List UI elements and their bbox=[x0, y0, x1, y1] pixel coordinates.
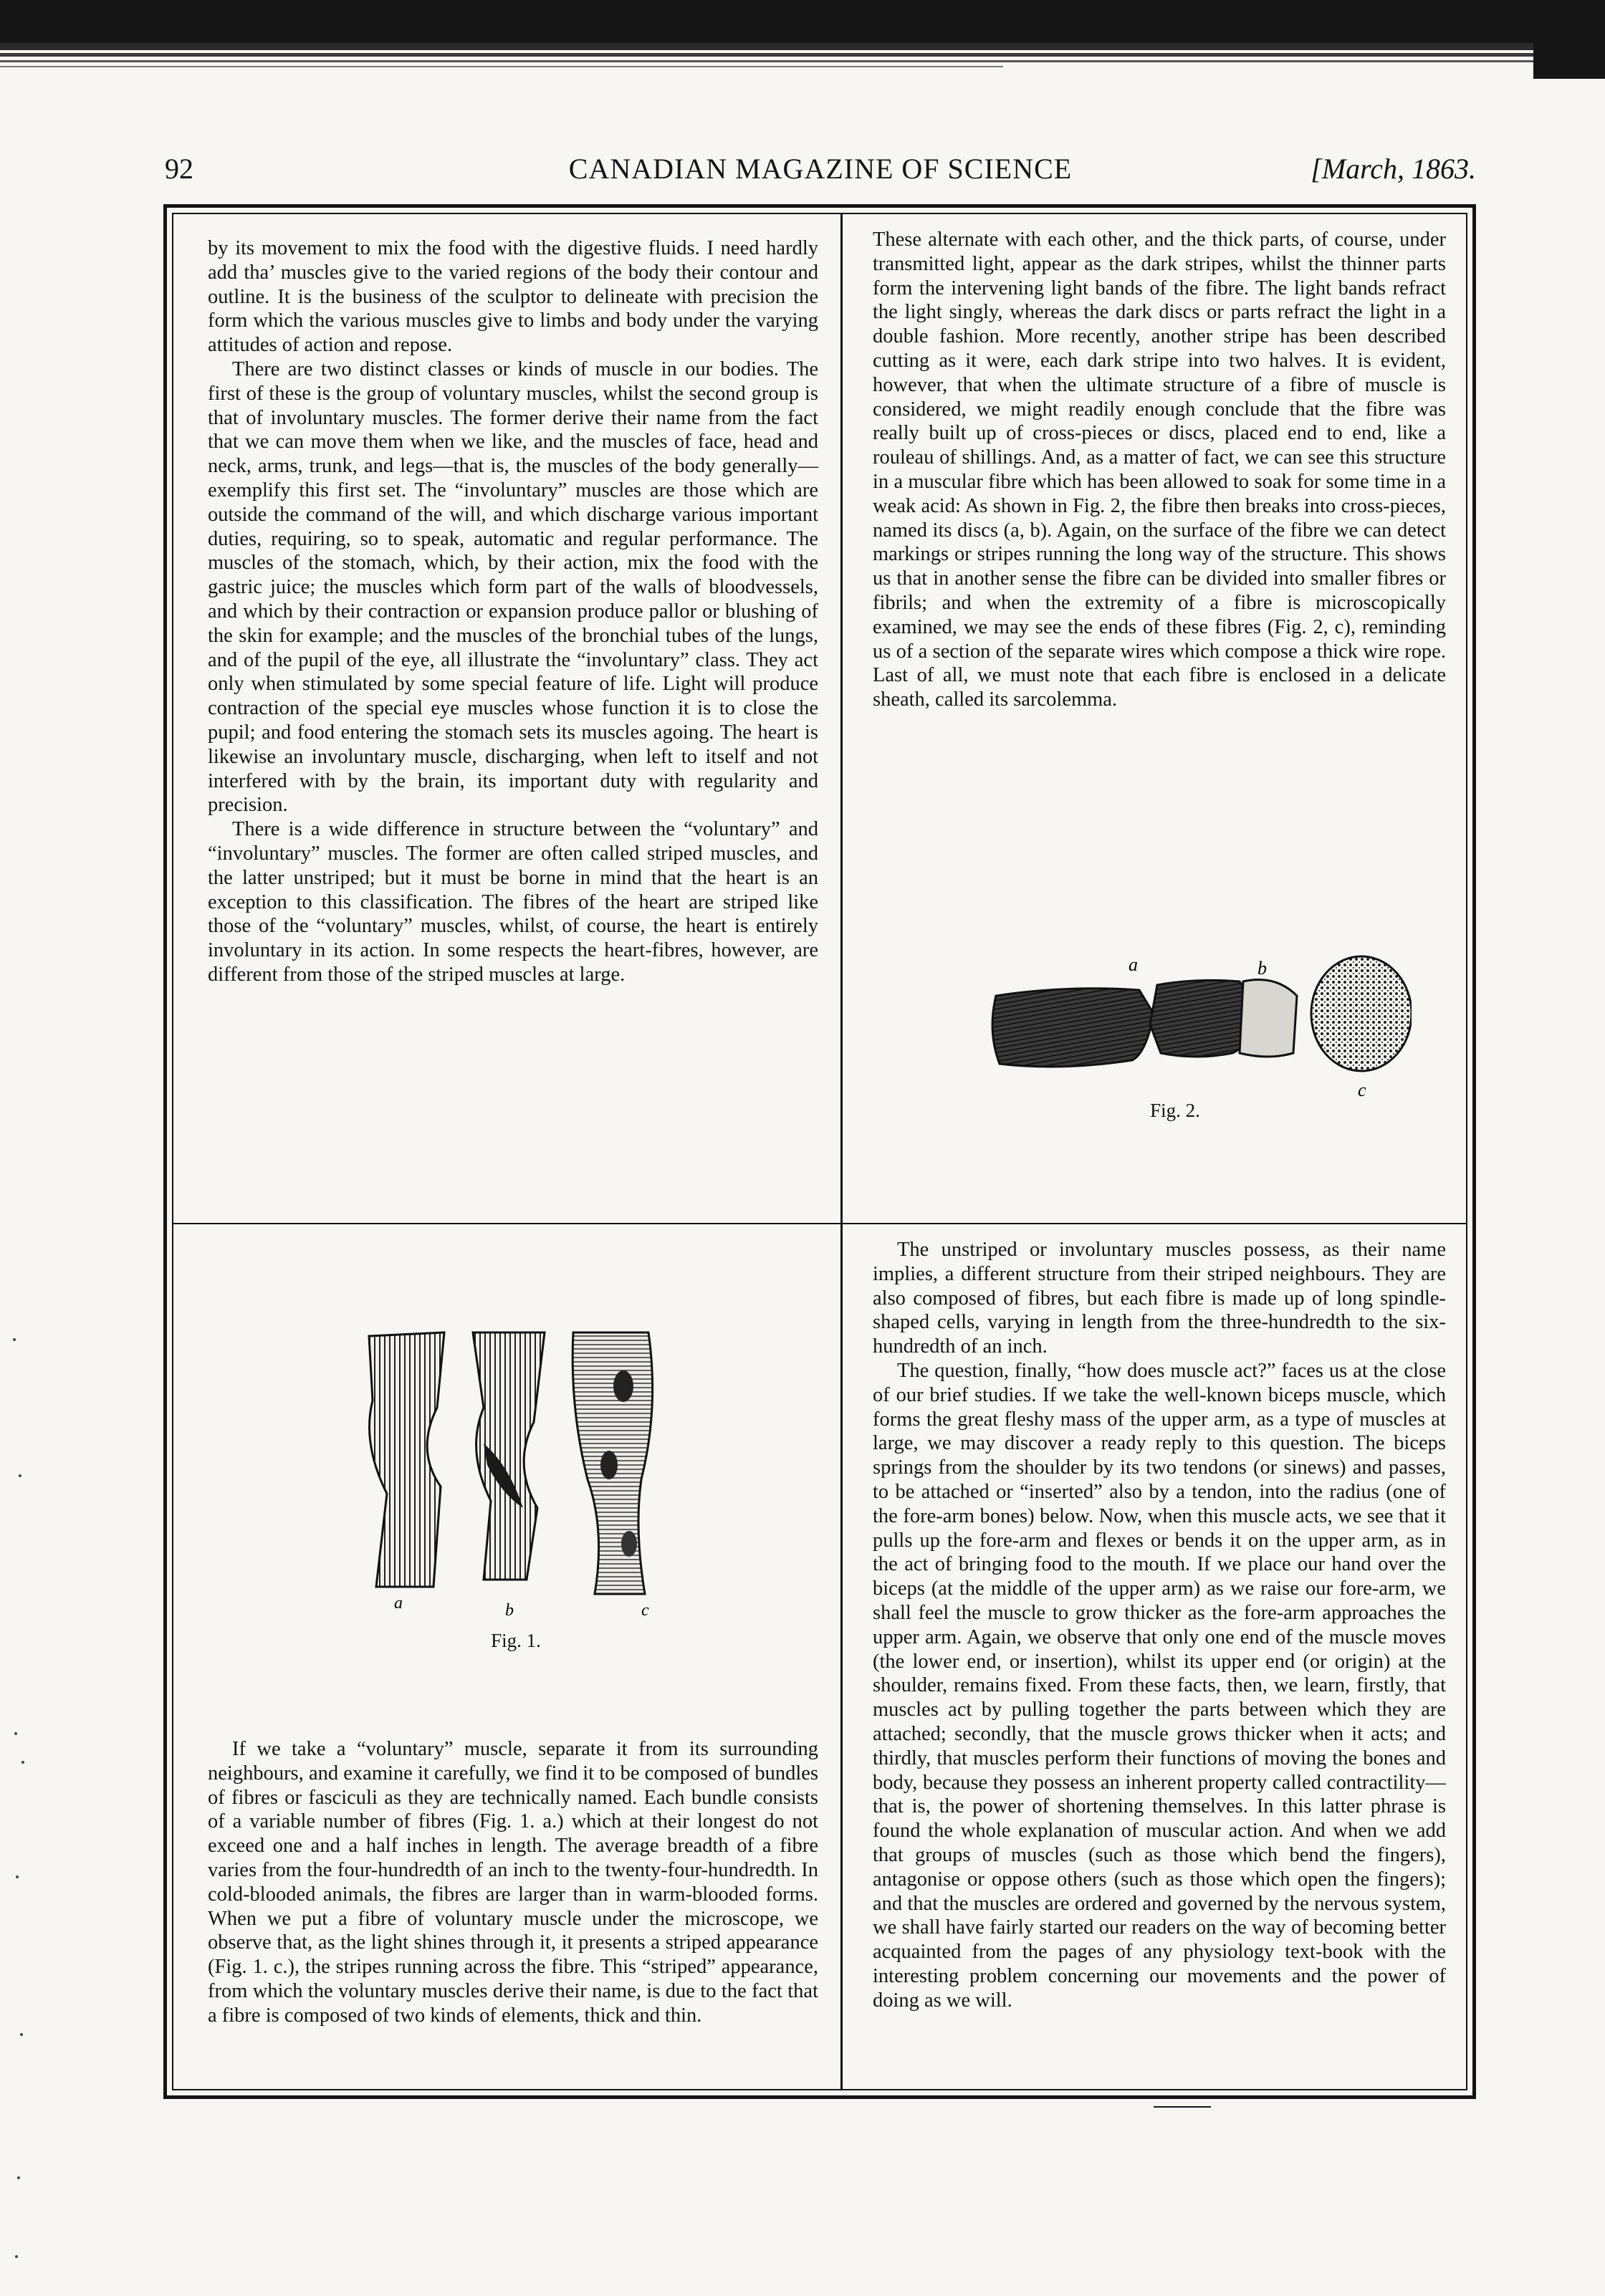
figure-2-illustration bbox=[982, 946, 1412, 1125]
end-rule bbox=[1154, 2106, 1211, 2108]
page-number: 92 bbox=[165, 153, 193, 185]
paragraph: These alternate with each other, and the thick parts, of course, under transmitted light, appear as the dark stripes, whilst the thinner parts form the intervening light bands of the fibre. The light bands refract the light singly, whereas the dark discs or parts refract the light in a double fashion. More recently, another stripe has been described cutting as it were, each dark stripe into two halves. It is evident, however, that when the ultimate structure of a fibre of muscle is considered, we might readily enough conclude that the fibre was really built up of cross-pieces or discs, placed end to end, like a rouleau of shillings. And, as a matter of fact, we can see this structure in a muscular fibre which has been allowed to soak for some time in a weak acid: As shown in Fig. 2, the fibre then breaks into cross-pieces, named its discs (a, b). Again, on the surface of the fibre we can detect markings or stripes running the long way of the structure. This shows us that in another sense the fibre can be divided into smaller fibres or fibrils; and when the extremity of a fibre is microscopically examined, we may see the ends of these fibres (Fig. 2, c), reminding us of a section of the separate wires which compose a thick wire rope. Last of all, we must note that each fibre is enclosed in a delicate sheath, called its sarcolemma. bbox=[873, 229, 1446, 711]
figure-1-illustration bbox=[358, 1322, 688, 1623]
figure-2-caption: Fig. 2. bbox=[1150, 1100, 1200, 1121]
top-border-band bbox=[0, 0, 1605, 79]
left-column-top bbox=[208, 236, 818, 987]
paragraph: There are two distinct classes or kinds of muscle in our bodies. The first of these is the group of voluntary muscles, whilst the second group is that of involuntary muscles. The former derive their name from the fact that we can move them when we like, and the muscles of face, head and neck, arms, trunk, and legs—that is, the muscles of the body generally—exemplify this first set. The “involuntary” muscles are those which are outside the command of the will, and which discharge various important duties, requiring, so to speak, automatic and regular performance. The muscles of the stomach, which, by their action, mix the food with the gastric juice; the muscles which form part of the walls of bloodvessels, and which by their contraction or expansion produce pallor or blushing of the skin for example; and the muscles of the bronchial tubes of the lungs, and of the pupil of the eye, all illustrate the “involuntary” class. They act only when stimulated by some special feature of life. Light will produce contraction of the special eye muscles whose function it is to close the pupil; and food entering the stomach sets its muscles agoing. The heart is likewise an involuntary muscle, discharging, when left to itself and not interfered with by the brain, its important duty with regularity and precision. bbox=[208, 357, 818, 817]
fig1-label-c: c bbox=[641, 1601, 649, 1620]
margin-specks bbox=[6, 1332, 34, 2292]
paragraph: There is a wide difference in structure between the “voluntary” and “involuntary” muscles. The former are often called striped muscles, and the latter unstriped; but it must be borne in mind that the heart is an exception to this classification. The fibres of the heart are striped like those of the “voluntary” muscles, whilst, of course, the heart is entirely involuntary in its action. In some respects the heart-fibres, however, are different from those of the striped muscles at large. bbox=[208, 818, 818, 986]
figure-1-caption: Fig. 1. bbox=[491, 1630, 541, 1651]
left-column-bottom bbox=[208, 1737, 818, 2028]
page-header bbox=[165, 152, 1476, 195]
fig2-label-a: a bbox=[1129, 954, 1138, 975]
right-column-top bbox=[873, 228, 1446, 712]
paragraph: The question, finally, “how does muscle act?” faces us at the close of our brief studies. If we take the well-known biceps muscle, which forms the great fleshy mass of the upper arm, as a type of muscles at large, we may discover a ready reply to this question. The biceps springs from the shoulder by its two tendons (or sinews) and passes, to be attached or “inserted” also by a tendon, into the radius (one of the fore-arm bones) below. Now, when this muscle acts, we see that it pulls up the fore-arm and flexes or bends it on the upper arm, as in the act of bringing food to the mouth. If we place our hand over the biceps (at the middle of the upper arm) as we raise our fore-arm, we shall feel the muscle to grow thicker as the fore-arm approaches the upper arm. Again, we observe that only one end of the muscle moves (the lower end, or insertion), whilst its upper end (or origin) at the shoulder, remains fixed. From these facts, then, we learn, firstly, that muscles act by pulling together the parts between which they are attached; secondly, that the muscle grows thicker when it acts; and thirdly, that muscles perform their functions of moving the bones and body, because they possess an inherent property called contractility—that is, the power of shortening themselves. In this latter phrase is found the whole explanation of muscular action. And when we add that groups of muscles (such as those which bend the fingers), antagonise or oppose others (such as those which open the fingers); and that the muscles are ordered and governed by the nervous system, we shall have fairly started our readers on the way of becoming better acquainted from the pages of any physiology text-book with the interesting problem concerning our movements and the power of doing as we will. bbox=[873, 1359, 1446, 2012]
paragraph: The unstriped or involuntary muscles possess, as their name implies, a different structure from their striped neighbours. They are also composed of fibres, but each fibre is made up of long spindle-shaped cells, varying in length from the three-hundredth to the six-hundredth of an inch. bbox=[873, 1239, 1446, 1358]
fig2-label-c: c bbox=[1358, 1080, 1366, 1100]
right-section-rule bbox=[843, 1223, 1467, 1224]
journal-title: CANADIAN MAGAZINE OF SCIENCE bbox=[568, 153, 1073, 185]
fig2-label-b: b bbox=[1257, 958, 1267, 979]
column-divider bbox=[840, 213, 843, 2090]
paragraph: by its movement to mix the food with the digestive fluids. I need hardly add tha’ muscles give to the varied regions of the body their contour and outline. It is the business of the sculptor to delineate with precision the form which the various muscles give to limbs and body under the varying attitudes of action and repose. bbox=[208, 237, 818, 357]
right-column-bottom bbox=[873, 1238, 1446, 2013]
issue-date: [March, 1863. bbox=[1311, 153, 1476, 185]
fig1-label-a: a bbox=[394, 1594, 403, 1613]
paragraph: If we take a “voluntary” muscle, separate it from its surrounding neighbours, and examine it carefully, we find it to be composed of bundles of fibres or fasciculi as they are technically named. Each bundle consists of a variable number of fibres (Fig. 1. a.) which at their longest do not exceed one and a half inches in length. The average breadth of a fibre varies from the four-hundredth of an inch to the twenty-four-hundredth. In cold-blooded animals, the fibres are larger than in warm-blooded forms. When we put a fibre of voluntary muscle under the microscope, we observe that, as the light shines through it, it presents a striped appearance (Fig. 1. c.), the stripes running across the fibre. This “striped” appearance, from which the voluntary muscles derive their name, is due to the fact that a fibre is composed of two kinds of elements, thick and thin. bbox=[208, 1738, 818, 2027]
fig1-label-b: b bbox=[505, 1601, 514, 1620]
left-section-rule bbox=[172, 1223, 840, 1224]
